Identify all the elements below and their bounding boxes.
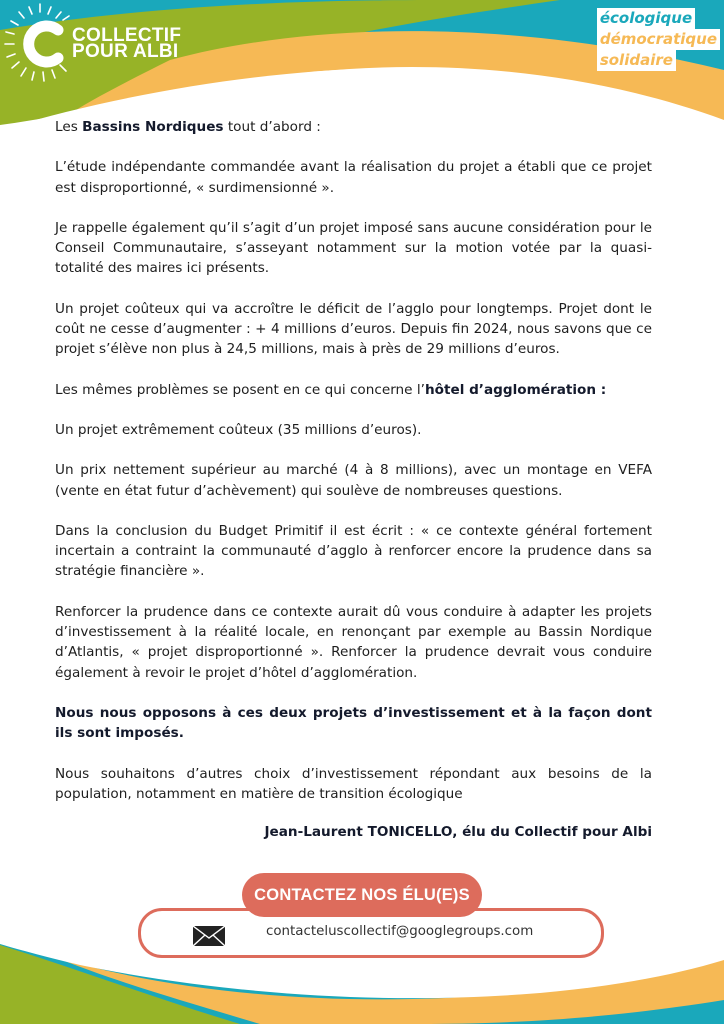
collectif-logo[interactable]	[0, 0, 200, 90]
logo-line-2: POUR ALBI	[72, 41, 179, 62]
signature: Jean-Laurent TONICELLO, élu du Collectif pour Albi	[264, 824, 652, 841]
paragraph-hotel-intro: Les mêmes problèmes se posent en ce qui concerne l’hôtel d’agglomération :	[55, 381, 607, 398]
paragraph-budget-quote: Dans la conclusion du Budget Primitif il est écrit : « ce contexte général fortement incertain a contraint la communauté d’agglo à renforcer encore la prudence dans sa stratégie financière ».	[55, 522, 652, 580]
contact-elus-button[interactable]: CONTACTEZ NOS ÉLU(E)S	[242, 873, 482, 917]
tagline	[597, 8, 720, 71]
logo-wordmark	[72, 25, 182, 62]
envelope-icon	[193, 926, 225, 946]
tagline-solidaire: solidaire	[597, 50, 676, 71]
paragraph-market-price: Un prix nettement supérieur au marché (4 à 8 millions), avec un montage en VEFA (vente en état futur d’achèvement) qui soulève de nombreuses questions.	[55, 462, 652, 499]
paragraph-costs: Un projet coûteux qui va accroître le déficit de l’agglo pour longtemps. Projet dont le coût ne cesse d’augmenter : + 4 millions d’euros. Depuis fin 2024, nous savons que ce projet s’élève non plus à 24,5 millions, mais à près de 29 millions d’euros.	[55, 300, 652, 358]
paragraph-study: L’étude indépendante commandée avant la réalisation du projet a établi que ce projet est disproportionné, « surdimensionné ».	[55, 159, 652, 196]
paragraph-opposition: Nous nous opposons à ces deux projets d’investissement et à la façon dont ils sont imposés.	[55, 704, 652, 742]
paragraph-imposed: Je rappelle également qu’il s’agit d’un projet imposé sans aucune considération pour le Conseil Communautaire, s’asseyant notamment sur la motion votée par la quasi-totalité des maires ici présents.	[55, 219, 652, 277]
hotel-agglomeration-highlight: hôtel d’agglomération :	[424, 381, 607, 398]
bassins-nordiques-highlight: Bassins Nordiques	[82, 119, 224, 135]
statement-body	[55, 117, 652, 862]
tagline-ecologique: écologique	[597, 8, 695, 29]
paragraph-prudence: Renforcer la prudence dans ce contexte aurait dû vous conduire à adapter les projets d’investissement à la réalité locale, en renonçant par exemple au Bassin Nordique d’Atlantis, « projet disproportionné ». Renforcer la prudence devrait vous conduire également à revoir le projet d’hôtel d’agglomération.	[55, 603, 652, 681]
sun-c-logo-icon	[0, 0, 80, 90]
tagline-democratique: démocratique	[597, 29, 720, 50]
paragraph-intro: Les Bassins Nordiques tout d’abord :	[55, 119, 321, 135]
paragraph-hotel-cost: Un projet extrêmement coûteux (35 millions d’euros).	[55, 421, 422, 438]
paragraph-alternatives: Nous souhaitons d’autres choix d’investissement répondant aux besoins de la population, notamment en matière de transition écologique	[55, 765, 652, 802]
contact-email-link[interactable]: contacteluscollectif@googlegroups.com	[266, 924, 534, 939]
logo-line-1: COLLECTIF	[72, 25, 182, 46]
